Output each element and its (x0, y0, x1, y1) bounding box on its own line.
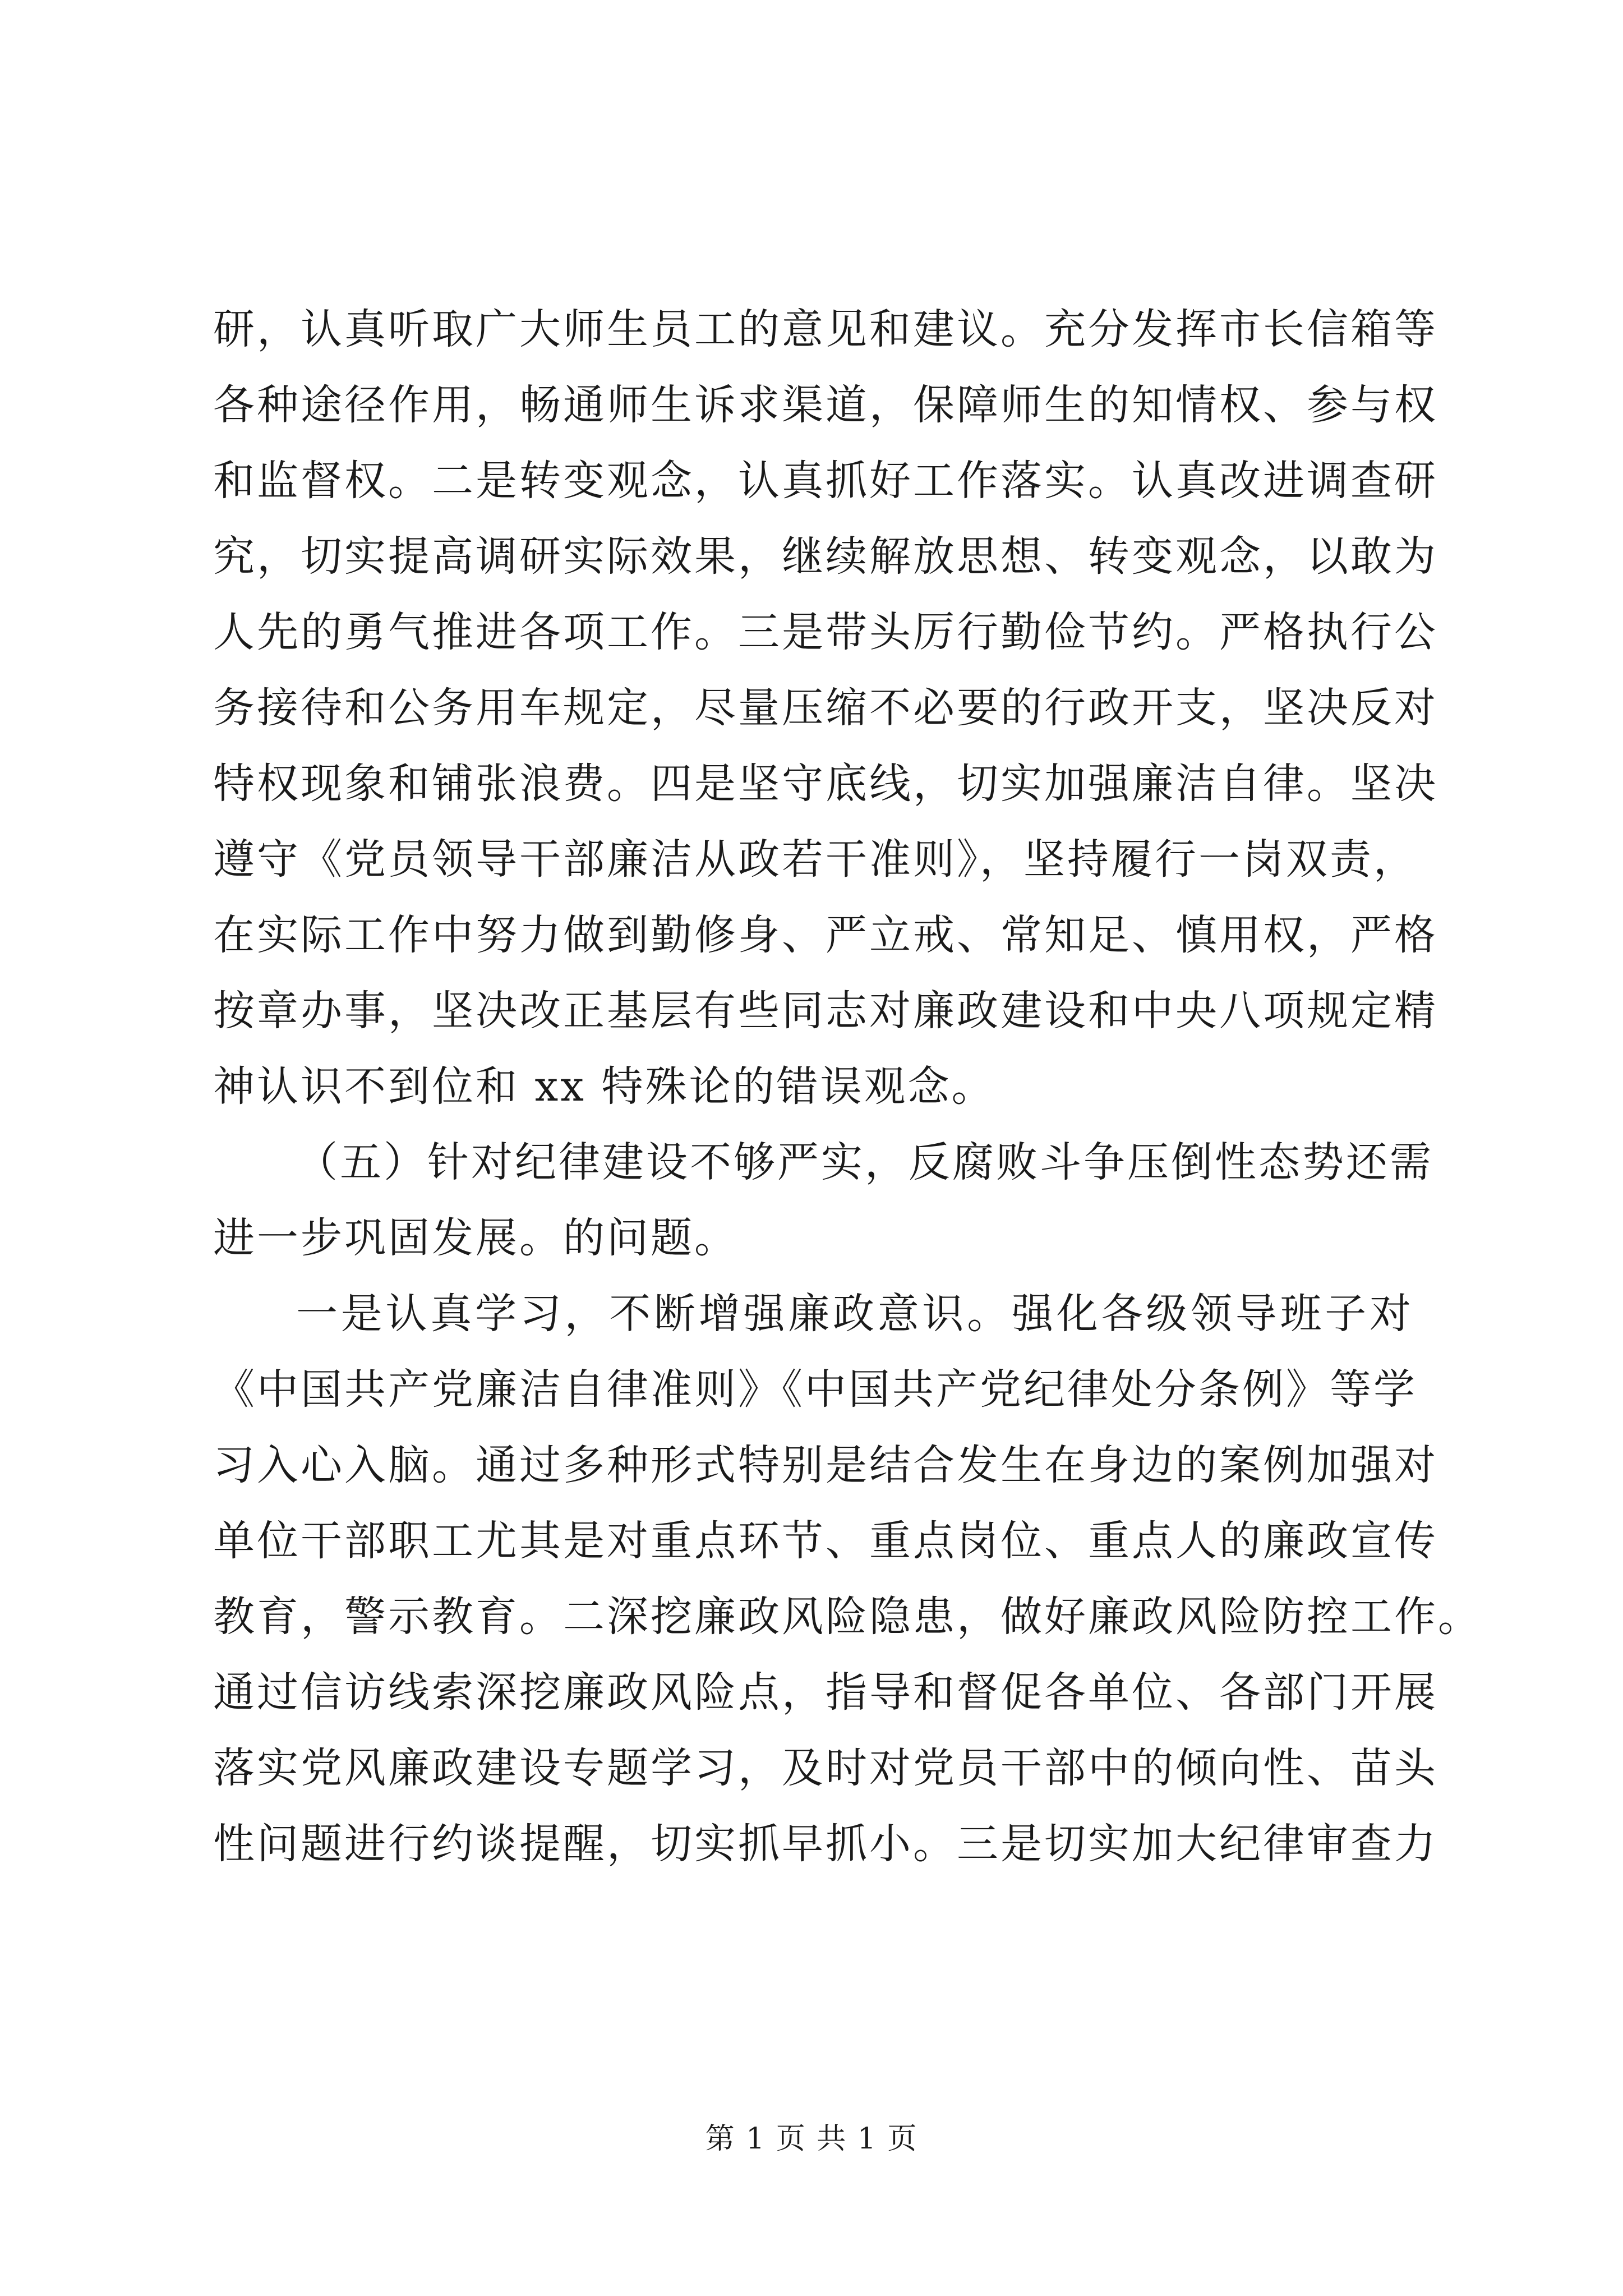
text-line: 一是认真学习，不断增强廉政意识。强化各级领导班子对 (296, 1290, 1413, 1338)
text-line: 研，认真听取广大师生员工的意见和建议。充分发挥市长信箱等 (213, 305, 1438, 353)
text-line: 《中国共产党廉洁自律准则》《中国共产党纪律处分条例》等学 (213, 1365, 1417, 1414)
page-number-label: 第 1 页 共 1 页 (705, 2122, 918, 2156)
text-line: 习入心入脑。通过多种形式特别是结合发生在身边的案例加强对 (213, 1441, 1438, 1489)
text-line: 按章办事，坚决改正基层有些同志对廉政建设和中央八项规定精 (213, 987, 1438, 1035)
text-line: （五）针对纪律建设不够严实，反腐败斗争压倒性态势还需 (296, 1138, 1433, 1186)
text-line: 单位干部职工尤其是对重点环节、重点岗位、重点人的廉政宣传 (213, 1517, 1438, 1565)
document-body (213, 292, 1482, 1882)
paragraph (213, 1276, 1482, 1882)
page-footer (0, 2115, 1623, 2157)
text-line: 性问题进行约谈提醒，切实抓早抓小。三是切实加大纪律审查力 (213, 1820, 1438, 1868)
text-line: 人先的勇气推进各项工作。三是带头厉行勤俭节约。严格执行公 (213, 608, 1438, 656)
text-line: 落实党风廉政建设专题学习，及时对党员干部中的倾向性、苗头 (213, 1744, 1438, 1792)
text-line: 神认识不到位和 xx 特殊论的错误观念。 (213, 1062, 995, 1111)
text-line: 通过信访线索深挖廉政风险点，指导和督促各单位、各部门开展 (213, 1668, 1438, 1717)
text-line: 进一步巩固发展。的问题。 (213, 1214, 738, 1262)
paragraph-continuation (213, 292, 1438, 1125)
text-line: 究，切实提高调研实际效果，继续解放思想、转变观念，以敢为 (213, 532, 1438, 581)
text-line: 教育，警示教育。二深挖廉政风险隐患，做好廉政风险防控工作。 (213, 1593, 1482, 1641)
text-line: 务接待和公务用车规定，尽量压缩不必要的行政开支，坚决反对 (213, 684, 1438, 732)
text-line: 遵守《党员领导干部廉洁从政若干准则》，坚持履行一岗双责， (213, 835, 1417, 884)
text-line: 和监督权。二是转变观念，认真抓好工作落实。认真改进调查研 (213, 457, 1438, 505)
text-line: 各种途径作用，畅通师生诉求渠道，保障师生的知情权、参与权 (213, 381, 1438, 429)
text-line: 特权现象和铺张浪费。四是坚守底线，切实加强廉洁自律。坚决 (213, 760, 1438, 808)
section-heading-paragraph (213, 1125, 1433, 1276)
text-line: 在实际工作中努力做到勤修身、严立戒、常知足、慎用权，严格 (213, 911, 1438, 959)
